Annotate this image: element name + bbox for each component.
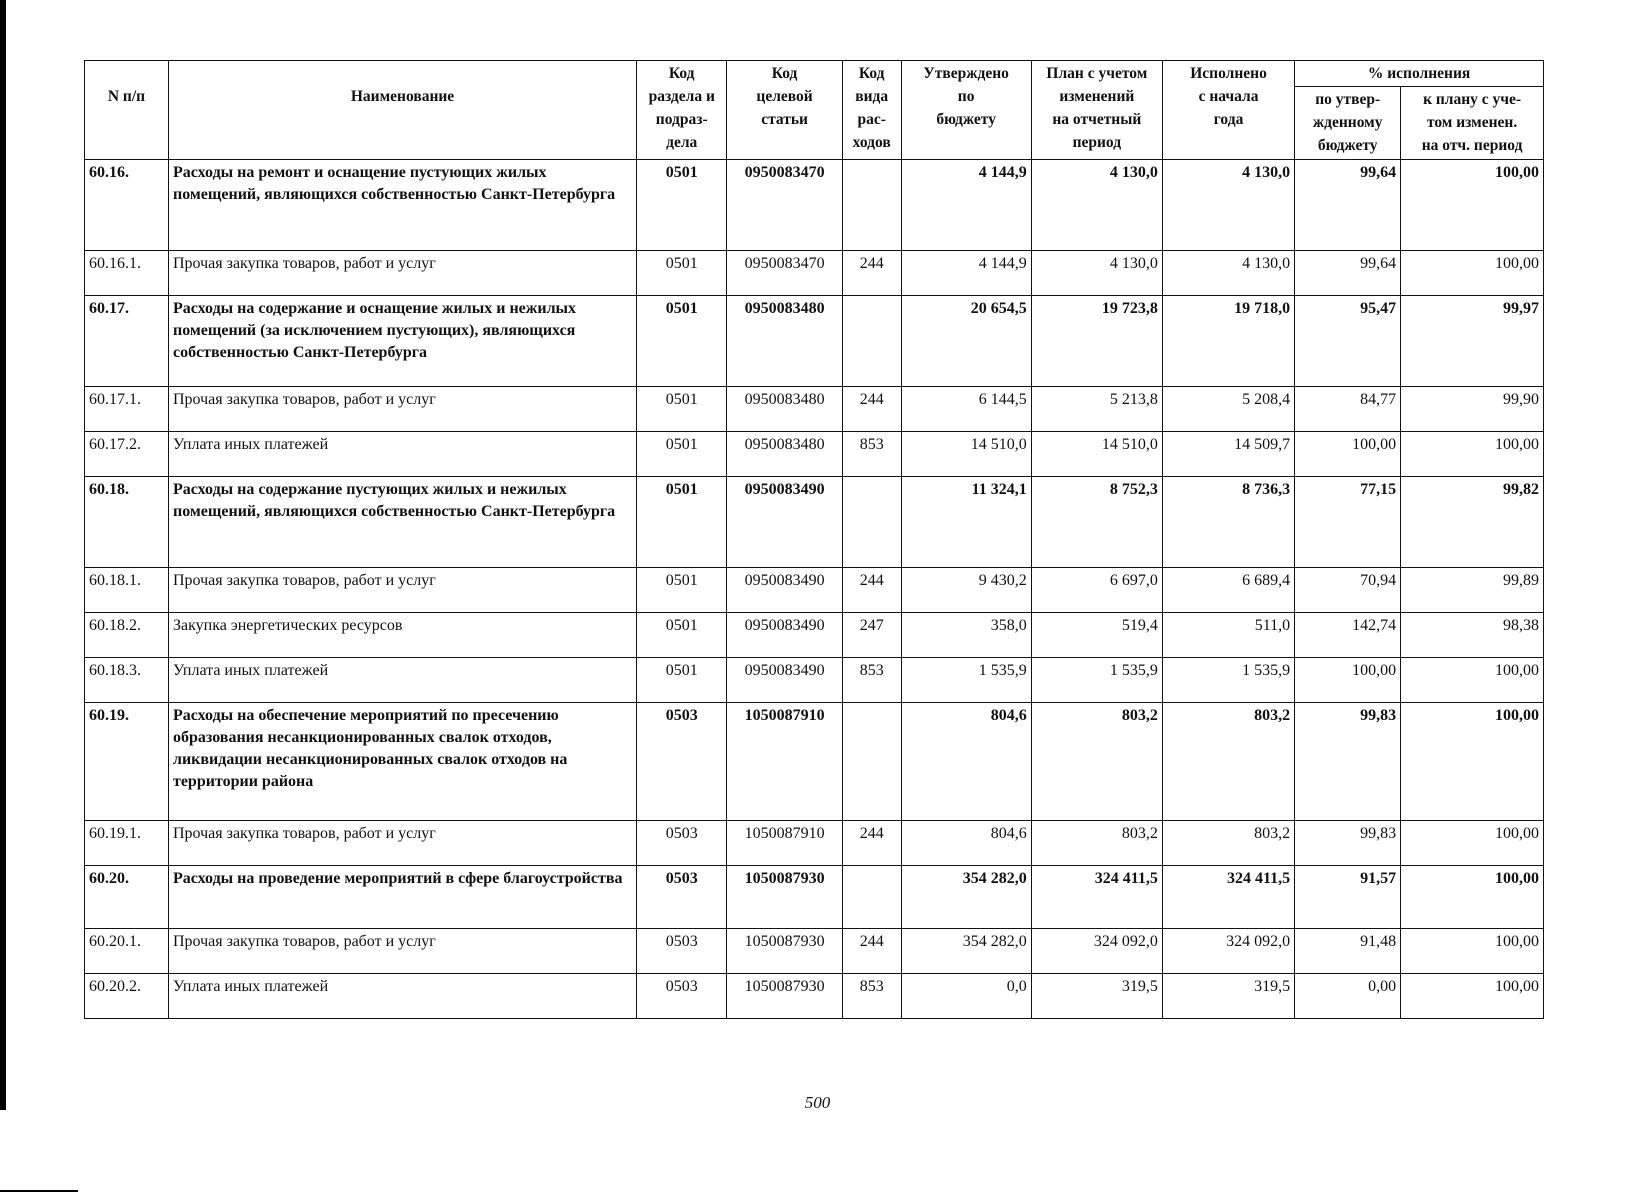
cell-executed: 511,0 [1162,613,1294,658]
cell-pct-approved: 70,94 [1295,568,1401,613]
cell-plan: 324 092,0 [1031,929,1162,974]
cell-plan: 1 535,9 [1031,658,1162,703]
cell-expense-code: 244 [842,929,901,974]
table-row [85,477,1544,568]
cell-executed: 319,5 [1162,974,1294,1019]
cell-expense-code [842,866,901,929]
cell-pct-plan: 100,00 [1401,821,1544,866]
header-line: Утверждено [923,65,1009,82]
cell-pct-approved: 100,00 [1295,658,1401,703]
cell-section-code: 0503 [637,821,727,866]
cell-n: 60.18.1. [85,568,169,613]
cell-section-code: 0501 [637,658,727,703]
header-line: на отч. период [1421,137,1523,154]
cell-target-code: 1050087910 [727,821,842,866]
header-line: рас- [857,111,886,128]
cell-approved: 4 144,9 [901,251,1031,296]
cell-approved: 804,6 [901,821,1031,866]
cell-approved: 804,6 [901,703,1031,821]
cell-expense-code: 244 [842,568,901,613]
cell-expense-code [842,160,901,251]
header-approved [901,61,1031,160]
cell-name: Расходы на содержание и оснащение жилых и нежилых помещений (за исключением пустующих), являющихся собственностью Санкт-Петербурга [168,296,636,387]
scan-edge [0,0,6,1110]
budget-execution-table [84,60,1544,1019]
cell-pct-plan: 100,00 [1401,251,1544,296]
cell-plan: 803,2 [1031,821,1162,866]
table-row [85,703,1544,821]
table-row [85,866,1544,929]
cell-plan: 8 752,3 [1031,477,1162,568]
header-line: Исполнено [1190,65,1267,82]
cell-section-code: 0503 [637,974,727,1019]
header-section-code [637,61,727,160]
cell-n: 60.17.1. [85,387,169,432]
cell-plan: 803,2 [1031,703,1162,821]
cell-approved: 6 144,5 [901,387,1031,432]
cell-plan: 4 130,0 [1031,160,1162,251]
cell-n: 60.17. [85,296,169,387]
cell-section-code: 0501 [637,613,727,658]
cell-plan: 4 130,0 [1031,251,1162,296]
table-row [85,296,1544,387]
cell-expense-code: 853 [842,432,901,477]
header-line: Код [668,65,695,82]
cell-section-code: 0501 [637,296,727,387]
cell-section-code: 0503 [637,929,727,974]
header-plan [1031,61,1162,160]
cell-n: 60.19. [85,703,169,821]
header-line: дела [666,134,698,151]
cell-target-code: 0950083480 [727,296,842,387]
header-line: ходов [852,134,891,151]
cell-executed: 1 535,9 [1162,658,1294,703]
header-line: по [957,88,975,105]
header-line: целевой [756,88,813,105]
table-row [85,821,1544,866]
header-line: жденному [1312,114,1383,131]
cell-name: Расходы на содержание пустующих жилых и нежилых помещений, являющихся собственностью Санкт-Петербурга [168,477,636,568]
cell-name: Уплата иных платежей [168,432,636,477]
cell-section-code: 0503 [637,866,727,929]
header-line: период [1072,134,1122,151]
cell-approved: 354 282,0 [901,866,1031,929]
table-row [85,929,1544,974]
cell-section-code: 0501 [637,477,727,568]
cell-executed: 803,2 [1162,821,1294,866]
cell-section-code: 0501 [637,568,727,613]
header-line: статьи [761,111,808,128]
cell-approved: 4 144,9 [901,160,1031,251]
cell-target-code: 0950083490 [727,658,842,703]
cell-pct-plan: 100,00 [1401,929,1544,974]
table-row [85,160,1544,251]
cell-approved: 1 535,9 [901,658,1031,703]
cell-n: 60.16. [85,160,169,251]
cell-approved: 20 654,5 [901,296,1031,387]
cell-target-code: 1050087930 [727,974,842,1019]
table-row [85,251,1544,296]
cell-pct-plan: 100,00 [1401,658,1544,703]
table-body [85,160,1544,1019]
cell-n: 60.20.1. [85,929,169,974]
cell-section-code: 0501 [637,160,727,251]
cell-target-code: 0950083490 [727,613,842,658]
cell-name: Прочая закупка товаров, работ и услуг [168,929,636,974]
cell-target-code: 1050087910 [727,703,842,821]
cell-pct-plan: 98,38 [1401,613,1544,658]
cell-executed: 8 736,3 [1162,477,1294,568]
cell-name: Уплата иных платежей [168,658,636,703]
cell-section-code: 0501 [637,432,727,477]
cell-n: 60.16.1. [85,251,169,296]
cell-name: Уплата иных платежей [168,974,636,1019]
table-header [85,61,1544,160]
cell-pct-plan: 99,89 [1401,568,1544,613]
header-target-code [727,61,842,160]
header-line: к плану с уче- [1423,91,1522,108]
cell-expense-code: 853 [842,974,901,1019]
cell-pct-approved: 99,83 [1295,703,1401,821]
cell-executed: 324 092,0 [1162,929,1294,974]
cell-pct-plan: 100,00 [1401,703,1544,821]
cell-plan: 324 411,5 [1031,866,1162,929]
cell-expense-code: 244 [842,821,901,866]
cell-target-code: 0950083480 [727,432,842,477]
cell-target-code: 0950083490 [727,477,842,568]
cell-target-code: 0950083480 [727,387,842,432]
cell-executed: 5 208,4 [1162,387,1294,432]
cell-pct-approved: 99,64 [1295,251,1401,296]
cell-executed: 4 130,0 [1162,160,1294,251]
header-line: подраз- [655,111,708,128]
cell-pct-plan: 100,00 [1401,866,1544,929]
header-percent-group: % исполнения [1295,61,1544,87]
cell-n: 60.17.2. [85,432,169,477]
cell-expense-code [842,703,901,821]
cell-n: 60.18.2. [85,613,169,658]
cell-name: Прочая закупка товаров, работ и услуг [168,387,636,432]
table-row [85,658,1544,703]
cell-pct-approved: 91,57 [1295,866,1401,929]
cell-section-code: 0501 [637,387,727,432]
cell-executed: 324 411,5 [1162,866,1294,929]
cell-approved: 11 324,1 [901,477,1031,568]
cell-name: Расходы на проведение мероприятий в сфере благоустройства [168,866,636,929]
cell-name: Расходы на обеспечение мероприятий по пресечению образования несанкционированных свалок отходов, ликвидации несанкционированных свалок отходов на территории района [168,703,636,821]
header-expense-code [842,61,901,160]
page-number: 500 [804,1093,831,1112]
header-executed [1162,61,1294,160]
header-line: на отчетный [1052,111,1142,128]
cell-pct-approved: 95,47 [1295,296,1401,387]
header-pct-plan [1401,87,1544,160]
header-line: бюджету [1317,137,1378,154]
header-name: Наименование [168,61,636,160]
header-line: вида [855,88,889,105]
cell-expense-code [842,477,901,568]
cell-executed: 19 718,0 [1162,296,1294,387]
cell-pct-plan: 99,97 [1401,296,1544,387]
cell-executed: 6 689,4 [1162,568,1294,613]
header-line: Код [858,65,885,82]
cell-n: 60.18.3. [85,658,169,703]
cell-pct-approved: 99,64 [1295,160,1401,251]
cell-plan: 14 510,0 [1031,432,1162,477]
cell-n: 60.20.2. [85,974,169,1019]
cell-pct-plan: 99,90 [1401,387,1544,432]
cell-approved: 0,0 [901,974,1031,1019]
cell-n: 60.19.1. [85,821,169,866]
cell-expense-code [842,296,901,387]
cell-name: Прочая закупка товаров, работ и услуг [168,821,636,866]
table-row [85,432,1544,477]
cell-pct-approved: 142,74 [1295,613,1401,658]
cell-executed: 4 130,0 [1162,251,1294,296]
cell-pct-approved: 99,83 [1295,821,1401,866]
header-line: года [1213,111,1244,128]
cell-approved: 358,0 [901,613,1031,658]
cell-name: Прочая закупка товаров, работ и услуг [168,251,636,296]
cell-plan: 6 697,0 [1031,568,1162,613]
header-line: Код [771,65,798,82]
table-row [85,974,1544,1019]
cell-executed: 14 509,7 [1162,432,1294,477]
cell-name: Расходы на ремонт и оснащение пустующих жилых помещений, являющихся собственностью Санкт-Петербурга [168,160,636,251]
cell-target-code: 1050087930 [727,866,842,929]
scan-mark [0,1190,78,1192]
cell-expense-code: 244 [842,387,901,432]
header-n: N п/п [85,61,169,160]
table-row [85,568,1544,613]
cell-approved: 9 430,2 [901,568,1031,613]
cell-pct-plan: 100,00 [1401,160,1544,251]
cell-pct-plan: 100,00 [1401,432,1544,477]
cell-pct-approved: 84,77 [1295,387,1401,432]
cell-plan: 19 723,8 [1031,296,1162,387]
cell-pct-approved: 0,00 [1295,974,1401,1019]
cell-pct-plan: 99,82 [1401,477,1544,568]
header-line: по утвер- [1315,91,1381,108]
cell-pct-approved: 100,00 [1295,432,1401,477]
cell-pct-approved: 91,48 [1295,929,1401,974]
cell-target-code: 1050087930 [727,929,842,974]
header-line: План с учетом [1046,65,1148,82]
cell-section-code: 0503 [637,703,727,821]
header-line: раздела и [648,88,715,105]
table-row [85,387,1544,432]
cell-plan: 5 213,8 [1031,387,1162,432]
cell-n: 60.18. [85,477,169,568]
cell-name: Закупка энергетических ресурсов [168,613,636,658]
cell-pct-plan: 100,00 [1401,974,1544,1019]
cell-target-code: 0950083490 [727,568,842,613]
cell-plan: 319,5 [1031,974,1162,1019]
cell-n: 60.20. [85,866,169,929]
cell-approved: 354 282,0 [901,929,1031,974]
cell-executed: 803,2 [1162,703,1294,821]
cell-expense-code: 853 [842,658,901,703]
cell-target-code: 0950083470 [727,160,842,251]
cell-expense-code: 244 [842,251,901,296]
header-line: том изменен. [1426,114,1518,131]
cell-target-code: 0950083470 [727,251,842,296]
cell-pct-approved: 77,15 [1295,477,1401,568]
cell-section-code: 0501 [637,251,727,296]
header-line: изменений [1059,88,1135,105]
table-row [85,613,1544,658]
cell-expense-code: 247 [842,613,901,658]
header-line: с начала [1198,88,1259,105]
header-pct-approved [1295,87,1401,160]
cell-name: Прочая закупка товаров, работ и услуг [168,568,636,613]
cell-approved: 14 510,0 [901,432,1031,477]
header-line: бюджету [936,111,996,128]
cell-plan: 519,4 [1031,613,1162,658]
